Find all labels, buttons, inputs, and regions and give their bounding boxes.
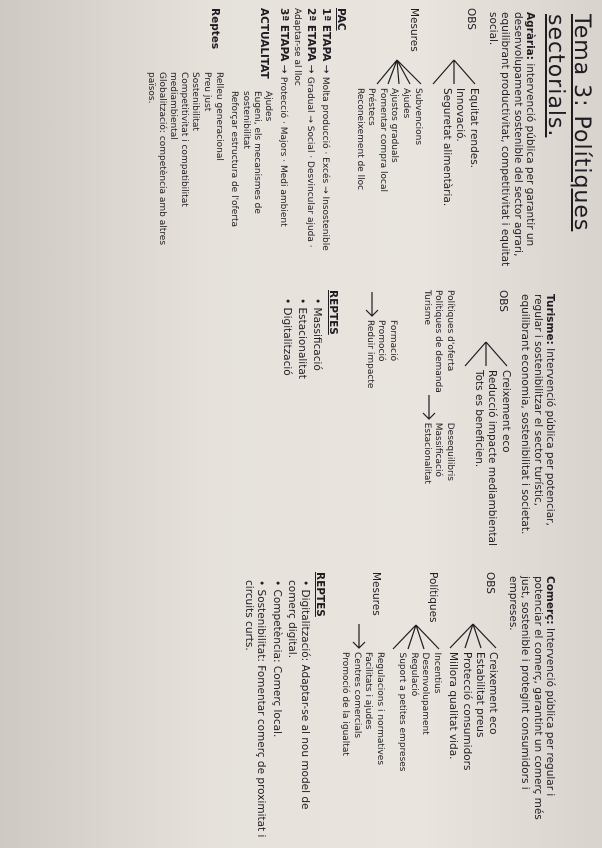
tourism-intro-text: Intervenció pública per potenciar, regular i sostenibilitzar el sector turístic, equilibrant economia, sostenibilitat i societat. bbox=[519, 294, 556, 535]
agriculture-obs-list bbox=[439, 88, 480, 206]
agriculture-mesures-list bbox=[353, 88, 424, 192]
tourism-repte-text: Massificació bbox=[311, 307, 324, 371]
agriculture-mesures bbox=[353, 8, 424, 270]
tourism-obs-list bbox=[472, 370, 513, 546]
agriculture-mesures-item: Ajustos graduals bbox=[389, 88, 400, 163]
agriculture-obs-item: Seguretat alimentària. bbox=[440, 88, 453, 207]
tourism-repte-item: • Digitalització bbox=[280, 298, 293, 376]
tourism-subitem: Polítiques d'oferta bbox=[444, 290, 455, 372]
commerce-obs-item: Creixement eco bbox=[487, 652, 500, 735]
agriculture-mesures-item: Ajudes bbox=[400, 88, 411, 119]
pac-stage-label: 2ª ETAPA bbox=[304, 8, 317, 62]
agriculture-reptes bbox=[144, 8, 224, 270]
agriculture-repte-item: Relleu generacional bbox=[213, 72, 224, 161]
agriculture-obs-item: Innovació. bbox=[454, 88, 467, 142]
commerce-obs-list bbox=[446, 652, 501, 770]
agriculture-mesures-label: Mesures bbox=[407, 8, 420, 52]
agriculture-obs-label: OBS bbox=[464, 8, 477, 30]
tourism-subitems-list bbox=[420, 290, 456, 393]
agriculture-actualitat bbox=[228, 8, 274, 270]
tourism-obs-item: Reducció impacte mediambiental bbox=[486, 370, 499, 546]
agriculture-intro-label: Agrària: bbox=[524, 12, 537, 60]
commerce-obs-item: Protecció consumidors bbox=[460, 652, 473, 771]
tourism-mesura-item: Formació bbox=[387, 320, 398, 362]
agriculture-obs-item: Equitat rendes. bbox=[467, 88, 480, 169]
branch-arrow-icon bbox=[427, 58, 481, 88]
arrow-right-icon bbox=[402, 393, 456, 423]
commerce-repte-text: Competència: Comerç local. bbox=[270, 589, 283, 738]
pac-stage-label: 3ª ETAPA bbox=[277, 8, 290, 62]
commerce-politica-item: Suport a petites empreses bbox=[397, 652, 408, 772]
tourism-mesures bbox=[345, 290, 399, 560]
tourism-mesura-item: Reduir impacte bbox=[364, 320, 375, 389]
agriculture-mesures-item: Fomentar compra local bbox=[377, 88, 388, 192]
agriculture-reptes-list bbox=[144, 72, 224, 270]
commerce-repte-text: Digitalització: Adaptar-se al nou model de comerç digital. bbox=[286, 580, 311, 810]
commerce-mesura-item: Centres comercials bbox=[351, 652, 362, 739]
actualitat-item: Eugeni, els mecanismes de sostenibilitat bbox=[240, 90, 262, 214]
tourism-problem-item: Estacionalitat bbox=[421, 422, 432, 484]
commerce-mesures bbox=[332, 572, 386, 842]
tourism-problem-item: Massificació bbox=[433, 422, 444, 477]
agriculture-reptes-label: Reptes bbox=[208, 8, 221, 50]
commerce-politica-item: Desenvolupament bbox=[420, 652, 431, 735]
commerce-politiques-label: Polítiques bbox=[427, 572, 439, 623]
tourism-mesura-item: Promoció bbox=[376, 320, 387, 362]
commerce-politica-item: Incentius bbox=[432, 652, 442, 694]
pac-stage: 1ª ETAPA → Molta producció · Excés → Insostenible bbox=[319, 8, 332, 251]
commerce-reptes-heading: REPTES bbox=[314, 572, 326, 617]
agriculture-repte-item: Preu just bbox=[202, 72, 213, 112]
tourism-subitem: Polítiques de demanda bbox=[433, 290, 444, 393]
tourism-repte-text: Digitalització bbox=[280, 307, 293, 376]
commerce-politiques-list bbox=[396, 653, 443, 772]
actualitat-list bbox=[228, 91, 274, 270]
commerce-repte-item: • Sostenibilitat: Fomentar comerç de proximitat i circuits curts. bbox=[243, 580, 268, 838]
branch-arrow-icon bbox=[389, 623, 443, 653]
tourism-intro bbox=[519, 294, 556, 560]
commerce-mesura-item: Regulacions i normatives bbox=[375, 652, 385, 766]
commerce-mesura-item: Promoció de la igualtat bbox=[340, 652, 351, 756]
tourism-politiques bbox=[402, 290, 456, 560]
agriculture-mesures-item: Subvencions bbox=[412, 88, 423, 146]
agriculture-repte-item: Globalització: competència amb altres països. bbox=[146, 72, 167, 246]
tourism-intro-label: Turisme: bbox=[544, 294, 556, 345]
agriculture-repte-item: Sostenibilitat bbox=[190, 72, 201, 131]
pac-stage-text: Molta producció · Excés → Insostenible bbox=[319, 76, 330, 251]
pac-stage: 3ª ETAPA → Protecció · Majors · Medi ambient bbox=[277, 8, 290, 227]
commerce-politiques bbox=[389, 572, 443, 842]
branch-arrow-icon bbox=[447, 622, 501, 652]
tourism-problems-list bbox=[420, 423, 456, 484]
agriculture-column bbox=[141, 8, 594, 270]
actualitat-item: Ajudes bbox=[263, 90, 274, 122]
commerce-mesures-label: Mesures bbox=[370, 572, 382, 616]
commerce-mesura-item: Facilitats i ajudes bbox=[363, 652, 374, 730]
agriculture-mesures-item: Reconeixement de lloc bbox=[354, 88, 365, 191]
agriculture-intro-text: intervenció pública per garantir un desenvolupament sostenible del sector agrari, equilibrant productivitat, competitivitat i equitat social. bbox=[486, 12, 537, 267]
actualitat-label: ACTUALITAT bbox=[258, 8, 271, 79]
commerce-obs-label: OBS bbox=[484, 572, 497, 594]
pac-stage-label: 1ª ETAPA bbox=[319, 8, 332, 62]
tourism-subitem: Turisme bbox=[421, 290, 432, 326]
tourism-repte-item: • Massificació bbox=[311, 298, 324, 371]
commerce-mesures-list bbox=[339, 652, 386, 765]
agriculture-mesures-item: Préstecs bbox=[366, 88, 377, 126]
tourism-repte-item: • Estacionalitat bbox=[296, 298, 309, 379]
commerce-repte-text: Sostenibilitat: Fomentar comerç de proximitat i circuits curts. bbox=[243, 580, 268, 838]
branch-arrow-icon bbox=[370, 58, 424, 88]
tourism-mesures-list bbox=[363, 320, 399, 388]
commerce-intro bbox=[507, 576, 557, 842]
tourism-repte-text: Estacionalitat bbox=[296, 307, 309, 379]
pac-heading: PAC bbox=[334, 8, 347, 31]
tourism-column bbox=[277, 290, 594, 560]
tourism-reptes-heading: REPTES bbox=[326, 290, 339, 335]
agriculture-obs bbox=[427, 8, 481, 270]
arrow-right-icon bbox=[332, 622, 386, 652]
tourism-obs-label: OBS bbox=[496, 290, 509, 312]
commerce-obs-item: Millora qualitat vida. bbox=[447, 652, 460, 760]
commerce-obs-item: Estabilitat preus bbox=[474, 652, 487, 738]
commerce-obs bbox=[446, 572, 501, 842]
commerce-repte-item: • Digitalització: Adaptar-se al nou model de comerç digital. bbox=[286, 580, 311, 810]
commerce-column bbox=[240, 572, 594, 842]
commerce-intro-text: Intervenció pública per regular i potenciar el comerç, garantint un comerç més just, sostenible i protegint consumidors i empreses. bbox=[506, 576, 556, 820]
commerce-repte-item: • Competència: Comerç local. bbox=[270, 580, 283, 738]
commerce-intro-label: Comerç: bbox=[544, 576, 556, 625]
agriculture-repte-item: Competitivitat i compatibilitat mediambiental bbox=[168, 72, 189, 207]
actualitat-item: Reforçar estructura de l'oferta bbox=[229, 90, 240, 227]
tourism-obs-item: Creixement eco bbox=[499, 370, 512, 453]
commerce-politica-item: Regulació bbox=[408, 652, 419, 697]
tourism-obs-item: Tots es beneficien. bbox=[473, 370, 486, 468]
branch-arrow-icon bbox=[459, 340, 513, 370]
page-title: Tema 3: Polítiques sectorials. bbox=[543, 14, 594, 232]
pac-stage-text: Gradual → Social · Desvincular ajuda · Adaptar-se al lloc bbox=[292, 8, 315, 248]
pac-stage-text: Protecció · Majors · Medi ambient bbox=[277, 76, 288, 227]
arrow-right-icon bbox=[345, 290, 399, 320]
tourism-obs bbox=[459, 290, 513, 560]
pac-stage: 2ª ETAPA → Gradual → Social · Desvincular ajuda · Adaptar-se al lloc bbox=[292, 8, 317, 248]
tourism-problem-item: Desequilibris bbox=[444, 422, 455, 481]
agriculture-intro bbox=[487, 12, 537, 270]
